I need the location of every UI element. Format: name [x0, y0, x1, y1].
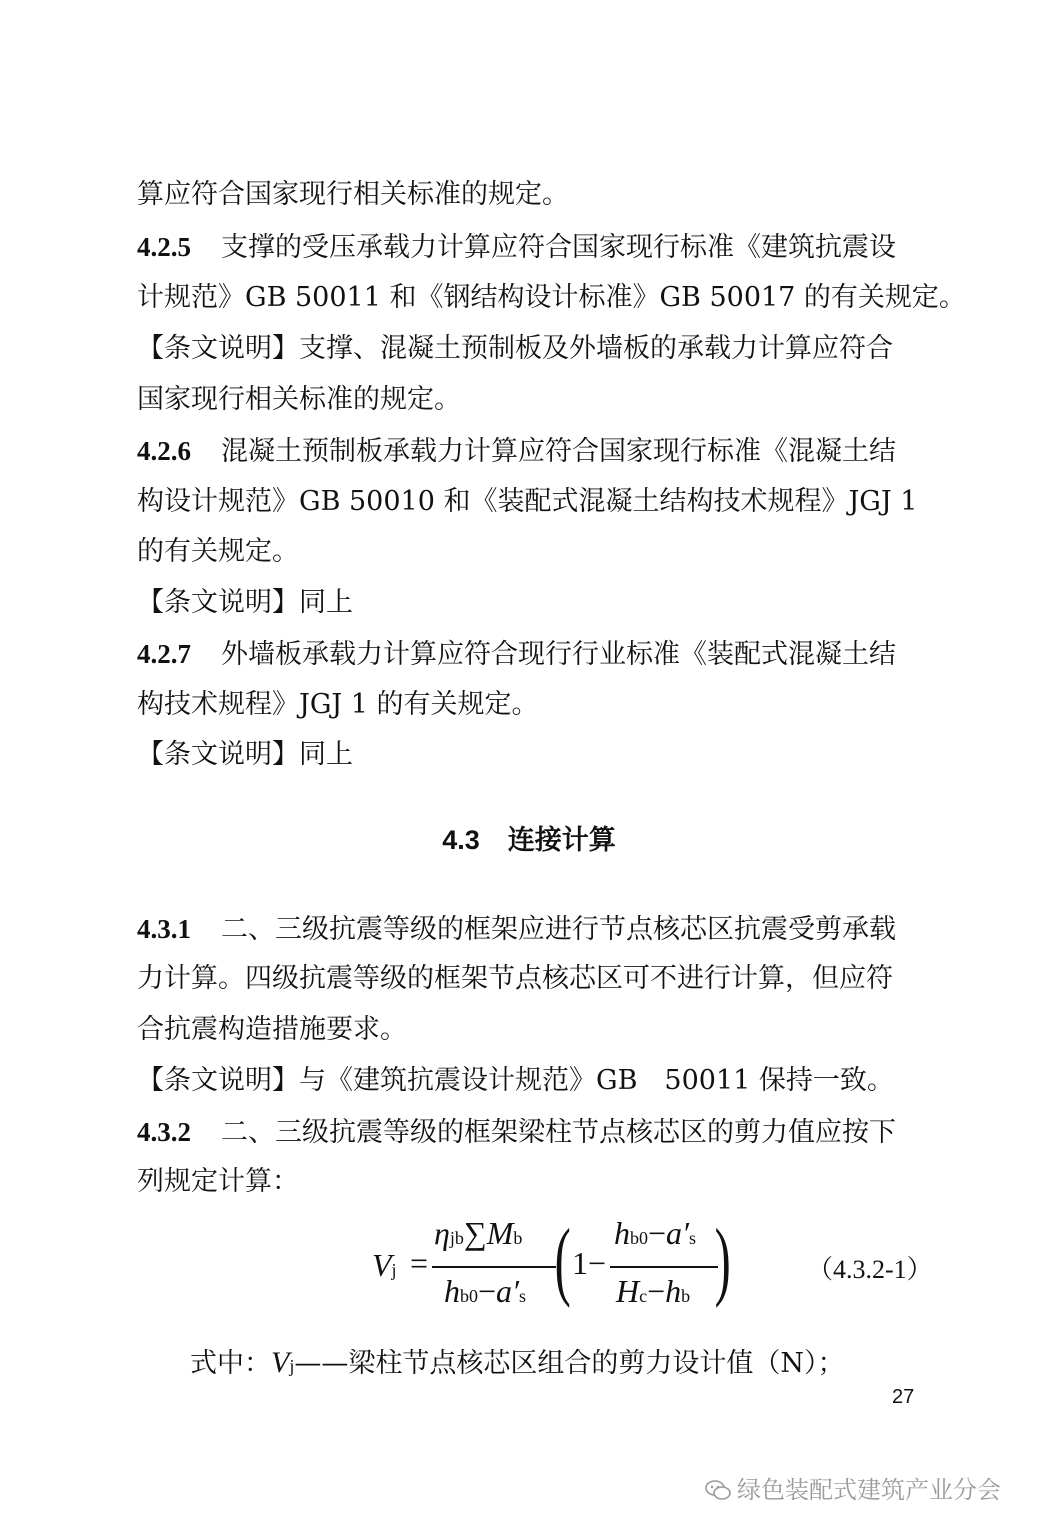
formula-denominator-1: hb0−a′s: [444, 1273, 527, 1309]
clause-4-2-6: [137, 434, 896, 469]
symbol-definition: [190, 1346, 844, 1383]
watermark: [705, 1470, 1001, 1505]
text-line: 二、三级抗震等级的框架应进行节点核芯区抗震受剪承载: [221, 914, 896, 945]
formula-numerator-1: ηjb∑Mb: [434, 1215, 523, 1251]
wechat-icon: [705, 1479, 731, 1501]
clause-number: 4.2.6: [137, 436, 191, 466]
text-line: 列规定计算：: [137, 1166, 299, 1197]
formula-one: 1−: [572, 1245, 607, 1281]
clause-number: 4.3.2: [137, 1117, 191, 1147]
page-number: 27: [892, 1386, 915, 1408]
left-paren: (: [554, 1212, 571, 1309]
section-title: 连接计算: [507, 825, 616, 856]
text-line: 力计算。四级抗震等级的框架节点核芯区可不进行计算，但应符: [137, 963, 893, 994]
text-line: 国家现行相关标准的规定。: [137, 384, 461, 415]
formula-lhs: Vj: [372, 1247, 397, 1283]
clause-4-3-1: [137, 912, 896, 947]
equation-number: （4.3.2-1）: [807, 1255, 933, 1284]
symbol-description: ——梁柱节点核芯区组合的剪力设计值（N）；: [294, 1348, 845, 1379]
formula-numerator-2: hb0−a′s: [614, 1215, 697, 1251]
text-line: 计规范》GB 50011 和《钢结构设计标准》GB 50017 的有关规定。: [137, 282, 966, 313]
where-prefix: 式中：: [190, 1348, 271, 1379]
text-line: 支撑的受压承载力计算应符合国家现行标准《建筑抗震设: [221, 232, 896, 263]
formula-4-3-2-1: [372, 1212, 933, 1320]
text-line: 构设计规范》GB 50010 和《装配式混凝土结构技术规程》JGJ 1: [137, 486, 918, 517]
fraction-bar: [432, 1266, 556, 1268]
clause-4-2-5: [137, 230, 896, 265]
section-number: 4.3: [442, 825, 480, 855]
text-line: 二、三级抗震等级的框架梁柱节点核芯区的剪力值应按下: [221, 1117, 896, 1148]
explanation-line: 【条文说明】与《建筑抗震设计规范》GB 50011 保持一致。: [137, 1065, 894, 1096]
text-line: 合抗震构造措施要求。: [137, 1014, 407, 1045]
formula-denominator-2: Hc−hb: [616, 1273, 691, 1309]
watermark-text: 绿色装配式建筑产业分会: [737, 1476, 1001, 1504]
clause-4-3-2: [137, 1115, 896, 1150]
text-line: 构技术规程》JGJ 1 的有关规定。: [137, 689, 539, 720]
section-heading: [0, 823, 1058, 858]
text-line: 的有关规定。: [137, 536, 299, 567]
fraction-bar: [610, 1266, 718, 1268]
formula-equals: =: [410, 1245, 429, 1281]
symbol: Vj: [271, 1346, 295, 1379]
clause-number: 4.3.1: [137, 914, 191, 944]
clause-number: 4.2.7: [137, 639, 191, 669]
explanation-line: 【条文说明】同上: [137, 587, 353, 618]
explanation-line: 【条文说明】同上: [137, 739, 353, 770]
clause-number: 4.2.5: [137, 232, 191, 262]
text-line: 外墙板承载力计算应符合现行行业标准《装配式混凝土结: [221, 639, 896, 670]
clause-4-2-7: [137, 637, 896, 672]
right-paren: ): [714, 1212, 731, 1309]
text-line: 算应符合国家现行相关标准的规定。: [137, 179, 569, 210]
text-line: 混凝土预制板承载力计算应符合国家现行标准《混凝土结: [221, 436, 896, 467]
explanation-line: 【条文说明】支撑、混凝土预制板及外墙板的承载力计算应符合: [137, 333, 893, 364]
